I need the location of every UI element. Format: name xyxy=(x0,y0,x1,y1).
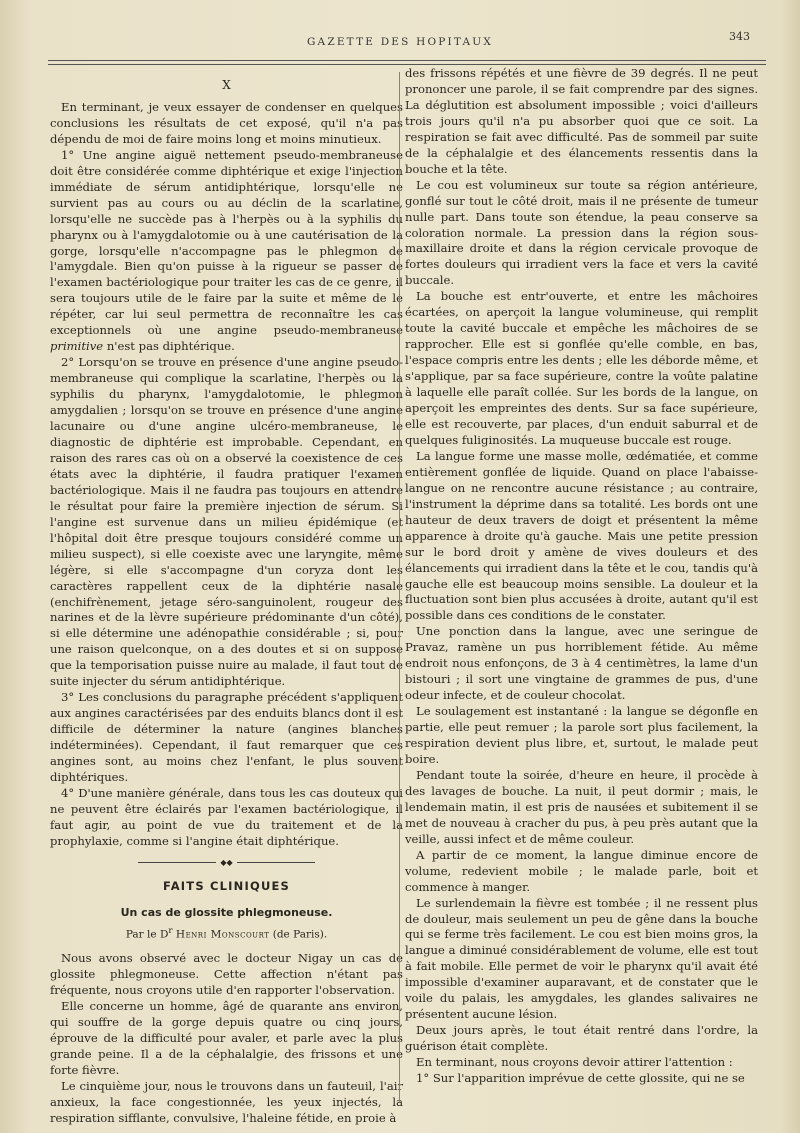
section-numeral: X xyxy=(222,78,231,92)
separator-line xyxy=(138,862,216,863)
paragraph-text: 1° Une angine aiguë nettement pseudo-membraneuse doit être considérée comme diphtérique et exige l'injection immédiate de sérum antidiphtérique, lorsqu'elle ne survient pas au cours ou au déclin de la scarlatine, lorsqu'elle ne succède pas à l'herpès ou à la syphilis du pharynx ou à l'amygdalotomie ou à une cautérisation de la gorge, lorsqu'elle n'accompagne pas le phlegmon de l'amygdale. Bien qu'on puisse à la rigueur se passer de l'examen bactériologique pour traiter les cas de ce genre, il sera toujours utile de le faire par la suite et même de le répéter, car lui seul permettra de reconnaître les cas exceptionnels où une angine pseudo-membraneuse xyxy=(50,147,403,338)
paragraph: Deux jours après, le tout était rentré dans l'ordre, la guérison était complète. xyxy=(405,1023,758,1054)
author-name: Henri Monscourt xyxy=(175,928,270,941)
paragraph: A partir de ce moment, la langue diminue encore de volume, redevient mobile ; le malade parle, boit et commence à manger. xyxy=(405,847,758,894)
byline-suffix: (de Paris). xyxy=(269,928,328,941)
right-column xyxy=(405,66,758,1087)
byline xyxy=(50,924,403,943)
paragraph: Le cinquième jour, nous le trouvons dans un fauteuil, l'air anxieux, la face congestionnée, les yeux injectés, la respiration sifflante, convulsive, l'haleine fétide, en proie à xyxy=(50,1078,403,1125)
page-number: 343 xyxy=(729,30,750,43)
paragraph: La langue forme une masse molle, œdématiée, et comme entièrement gonflée de liquide. Quand on place l'abaisse-langue on ne rencontre aucune résistance ; au contraire, l'instrument la déprime dans sa totalité. Les bords ont une hauteur de deux travers de doigt et présentent la même apparence à droite qu'à gauche. Mais une petite pression sur le bord droit y amène de vives douleurs et des élancements qui irradient dans la tête et le cou, tandis qu'à gauche elle est beaucoup moins sensible. La douleur et la fluctuation sont bien plus accusées à droite, autant qu'il est possible dans ces conditions de le constater. xyxy=(405,448,758,623)
paragraph: Le cou est volumineux sur toute sa région antérieure, gonflé sur tout le côté droit, mais il ne présente de tumeur nulle part. Dans toute son étendue, la peau conserve sa coloration normale. La pression dans la région sous-maxillaire droite et dans la région cervicale provoque de fortes douleurs qui irradient vers la face et vers la cavité buccale. xyxy=(405,177,758,288)
column-divider xyxy=(399,72,400,1102)
paragraph: Pendant toute la soirée, d'heure en heure, il procède à des lavages de bouche. La nuit, il peut dormir ; mais, le lendemain matin, il est pris de nausées et subitement il se met de nouveau à cracher du pus, à peu près autant que la veille, aussi infect et de même couleur. xyxy=(405,767,758,846)
header-rule xyxy=(48,60,766,61)
header-rule xyxy=(48,64,766,65)
paragraph: 1° Sur l'apparition imprévue de cette glossite, qui ne se xyxy=(416,1071,745,1086)
paragraph: Une ponction dans la langue, avec une seringue de Pravaz, ramène un pus horriblement fétide. Au même endroit nous enfonçons, de 3 à 4 centimètres, la lame d'un bistouri ; il sort une vingtaine de grammes de pus, d'une odeur infecte, et de couleur chocolat. xyxy=(405,624,758,703)
paragraph: En terminant, je veux essayer de condenser en quelques conclusions les résultats de cet exposé, qu'il n'a pas dépendu de moi de faire moins long et moins minutieux. xyxy=(50,99,403,146)
byline-prefix: Par le D xyxy=(125,928,169,941)
paragraph: Le surlendemain la fièvre est tombée ; il ne ressent plus de douleur, mais seulement un peu de gêne dans la bouche qui se ferme très facilement. Le cou est bien moins gros, la langue a diminué considérablement de volume, elle est tout à fait mobile. Elle permet de voir le pharynx qu'il avait été impossible d'examiner auparavant, et de constater que le voile du palais, les amygdales, les glandes salivaires ne présentent aucune lésion. xyxy=(405,895,758,1022)
paragraph: Nous avons observé avec le docteur Nigay un cas de glossite phlegmoneuse. Cette affection n'étant pas fréquente, nous croyons utile d'en rapporter l'observation. xyxy=(50,951,403,998)
section-heading: FAITS CLINIQUES xyxy=(162,878,291,893)
italic-word: primitive xyxy=(50,339,104,354)
paragraph: 3° Les conclusions du paragraphe précédent s'appliquent aux angines caractérisées par des enduits blancs dont il est difficile de déterminer la nature (angines blanches indéterminées). Cependant, il faut remarquer que ces angines sont, au moins chez l'enfant, le plus souvent diphtériques. xyxy=(50,690,403,784)
journal-title: GAZETTE DES HOPITAUX xyxy=(306,36,494,48)
left-column xyxy=(50,70,403,1127)
paragraph: Elle concerne un homme, âgé de quarante ans environ, qui souffre de la gorge depuis quatre ou cinq jours, éprouve de la difficulté pour avaler, et parle avec la plus grande peine. Il a de la céphalalgie, des frissons et une forte fièvre. xyxy=(50,998,403,1077)
paragraph: Le soulagement est instantané : la langue se dégonfle en partie, elle peut remuer ; la parole sort plus facilement, la respiration devient plus libre, et, surtout, le malade peut boire. xyxy=(405,704,758,766)
article-title: Un cas de glossite phlegmoneuse. xyxy=(120,905,333,919)
separator-ornament: ◆◆ xyxy=(220,857,233,867)
separator-line xyxy=(237,862,315,863)
paragraph: 4° D'une manière générale, dans tous les cas douteux qui ne peuvent être éclairés par l'examen bactériologique, il faut agir, au point de vue du traitement et de la prophylaxie, comme si l'angine était diphtérique. xyxy=(50,785,403,848)
paragraph xyxy=(50,148,403,355)
paragraph: En terminant, nous croyons devoir attirer l'attention : xyxy=(416,1055,733,1070)
paragraph: des frissons répétés et une fièvre de 39 degrés. Il ne peut prononcer une parole, il se fait comprendre par des signes. La déglutition est absolument impossible ; voici d'ailleurs trois jours qu'il n'a pu absorber quoi que ce soit. La respiration se fait avec difficulté. Pas de sommeil par suite de la céphalalgie et des élancements ressentis dans la bouche et la tête. xyxy=(405,66,758,176)
byline-sup: r xyxy=(168,925,173,936)
paragraph-text: n'est pas diphtérique. xyxy=(103,339,235,354)
paragraph: 2° Lorsqu'on se trouve en présence d'une angine pseudo-membraneuse qui complique la scarlatine, l'herpès ou la syphilis du pharynx, l'amygdalotomie, le phlegmon amygdalien ; lorsqu'on se trouve en présence d'une angine lacunaire ou d'une angine ulcéro-membraneuse, le diagnostic de diphtérie est improbable. Cependant, en raison des rares cas où on a observé la coexistence de ces états avec la diphtérie, il faudra pratiquer l'examen bactériologique. Mais il ne faudra pas toujours en attendre le résultat pour faire la première injection de sérum. Si l'angine est survenue dans un milieu épidémique (et l'hôpital doit être presque toujours considéré comme un milieu suspect), si elle coexiste avec une laryngite, même légère, si elle s'accompagne d'un coryza dont les caractères rappellent ceux de la diphtérie nasale (enchifrènement, jetage séro-sanguinolent, rougeur des narines et de la lèvre supérieure prédominante d'un côté), si elle détermine une adénopathie considérable ; si, pour une raison quelconque, on a des doutes et si on suppose que la temporisation puisse nuire au malade, il faut tout de suite injecter du sérum antidiphtérique. xyxy=(50,355,403,689)
section-separator xyxy=(50,859,403,867)
paragraph: La bouche est entr'ouverte, et entre les mâchoires écartées, on aperçoit la langue volumineuse, qui remplit toute la cavité buccale et empêche les mâchoires de se rapprocher. Elle est si gonflée qu'elle comble, en bas, l'espace compris entre les dents ; elle les déborde même, et s'applique, par sa face supérieure, contre la voûte palatine à laquelle elle paraît collée. Sur les bords de la langue, on aperçoit les empreintes des dents. Sur sa face supérieure, elle est recouverte, par places, d'un enduit saburral et de quelques fuliginosités. La muqueuse buccale est rouge. xyxy=(405,289,758,447)
